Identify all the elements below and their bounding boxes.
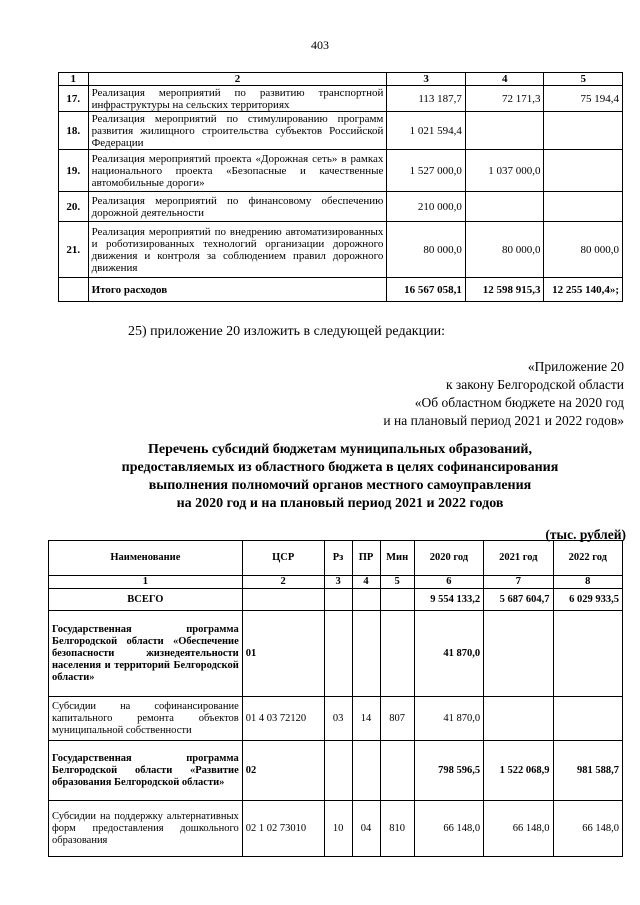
pr-cell: 04 — [352, 801, 380, 857]
value-cell: 66 148,0 — [414, 801, 483, 857]
pr-cell — [352, 611, 380, 697]
subsidies-table — [48, 540, 623, 857]
row-name: Государственная программа Белгородской области «Развитие образования Белгородской области» — [49, 741, 243, 801]
min-cell: 807 — [380, 697, 414, 741]
header-cell: 2 — [88, 73, 387, 86]
table-row — [59, 222, 623, 278]
pr-cell — [352, 741, 380, 801]
header-cell: ЦСР — [242, 541, 324, 576]
value-cell: 6 029 933,5 — [553, 589, 622, 611]
header-cell: Наименование — [49, 541, 243, 576]
value-cell: 66 148,0 — [484, 801, 553, 857]
csr-cell: 02 — [242, 741, 324, 801]
column-number-row — [49, 576, 623, 589]
value-cell: 981 588,7 — [553, 741, 622, 801]
value-cell — [553, 697, 622, 741]
rz-cell: 10 — [324, 801, 352, 857]
total-value: 16 567 058,1 — [387, 278, 466, 302]
column-number: 7 — [484, 576, 553, 589]
csr-cell: 02 1 02 73010 — [242, 801, 324, 857]
page-number: 403 — [311, 38, 329, 52]
column-number: 1 — [49, 576, 243, 589]
row-name: Субсидии на поддержку альтернативных форм предоставления дошкольного образования — [49, 801, 243, 857]
min-cell: 810 — [380, 801, 414, 857]
title-line: выполнения полномочий органов местного самоуправления — [148, 478, 532, 493]
rz-cell: 03 — [324, 697, 352, 741]
min-cell — [380, 589, 414, 611]
rz-cell — [324, 611, 352, 697]
row-name: ВСЕГО — [49, 589, 243, 611]
value-cell — [544, 192, 623, 222]
value-cell: 5 687 604,7 — [484, 589, 553, 611]
appendix-header — [304, 358, 624, 430]
row-name: Реализация мероприятий по внедрению автоматизированных и роботизированных технологий организации дорожного движения и контроля за соблюдением правил дорожного движения — [88, 222, 387, 278]
row-name: Реализация мероприятий по развитию транспортной инфраструктуры на сельских территориях — [88, 86, 387, 112]
value-cell: 66 148,0 — [553, 801, 622, 857]
pr-cell: 14 — [352, 697, 380, 741]
total-row — [59, 278, 623, 302]
header-cell: 2022 год — [553, 541, 622, 576]
value-cell: 9 554 133,2 — [414, 589, 483, 611]
header-cell: 3 — [387, 73, 466, 86]
value-cell — [553, 611, 622, 697]
table-row — [49, 589, 623, 611]
header-cell: Мин — [380, 541, 414, 576]
row-name: Государственная программа Белгородской области «Обеспечение безопасности жизнедеятельности населения и территорий Белгородской области» — [49, 611, 243, 697]
header-cell: 1 — [59, 73, 89, 86]
value-cell: 798 596,5 — [414, 741, 483, 801]
value-cell: 80 000,0 — [544, 222, 623, 278]
row-number: 21. — [59, 222, 89, 278]
title-line: Перечень субсидий бюджетам муниципальных образований, — [148, 442, 532, 457]
value-cell: 80 000,0 — [465, 222, 544, 278]
value-cell — [484, 611, 553, 697]
min-cell — [380, 611, 414, 697]
csr-cell: 01 — [242, 611, 324, 697]
header-cell: 5 — [544, 73, 623, 86]
table-header-row — [59, 73, 623, 86]
row-name: Реализация мероприятий по стимулированию программ развития жилищного строительства субъектов Российской Федерации — [88, 112, 387, 150]
appendix-line: «Приложение 20 — [527, 359, 624, 374]
pr-cell — [352, 589, 380, 611]
value-cell: 210 000,0 — [387, 192, 466, 222]
value-cell: 1 037 000,0 — [465, 150, 544, 192]
table-header-row — [49, 541, 623, 576]
row-number: 20. — [59, 192, 89, 222]
value-cell: 80 000,0 — [387, 222, 466, 278]
value-cell: 41 870,0 — [414, 611, 483, 697]
row-number: 19. — [59, 150, 89, 192]
header-cell: 2020 год — [414, 541, 483, 576]
value-cell: 41 870,0 — [414, 697, 483, 741]
row-name: Реализация мероприятий по финансовому обеспечению дорожной деятельности — [88, 192, 387, 222]
header-cell: 2021 год — [484, 541, 553, 576]
csr-cell: 01 4 03 72120 — [242, 697, 324, 741]
value-cell: 113 187,7 — [387, 86, 466, 112]
value-cell — [544, 150, 623, 192]
value-cell — [465, 112, 544, 150]
table-row — [49, 801, 623, 857]
value-cell — [484, 697, 553, 741]
amendment-paragraph: 25) приложение 20 изложить в следующей редакции: — [128, 324, 445, 339]
table-row — [59, 150, 623, 192]
value-cell: 1 522 068,9 — [484, 741, 553, 801]
row-name: Реализация мероприятий проекта «Дорожная сеть» в рамках национального проекта «Безопасные и качественные автомобильные дороги» — [88, 150, 387, 192]
row-number — [59, 278, 89, 302]
value-cell: 1 021 594,4 — [387, 112, 466, 150]
total-value: 12 598 915,3 — [465, 278, 544, 302]
table-row — [49, 741, 623, 801]
column-number: 4 — [352, 576, 380, 589]
column-number: 6 — [414, 576, 483, 589]
table-row — [49, 697, 623, 741]
csr-cell — [242, 589, 324, 611]
value-cell — [544, 112, 623, 150]
row-number: 18. — [59, 112, 89, 150]
appendix-line: к закону Белгородской области — [446, 377, 624, 392]
title-line: на 2020 год и на плановый период 2021 и 2022 годов — [176, 496, 504, 511]
table-row — [59, 86, 623, 112]
rz-cell — [324, 741, 352, 801]
units-label: (тыс. рублей) — [545, 527, 626, 542]
header-cell: 4 — [465, 73, 544, 86]
expenses-table — [58, 72, 623, 302]
row-name: Субсидии на софинансирование капитального ремонта объектов муниципальной собственности — [49, 697, 243, 741]
header-cell: Рз — [324, 541, 352, 576]
table-row — [49, 611, 623, 697]
min-cell — [380, 741, 414, 801]
column-number: 2 — [242, 576, 324, 589]
rz-cell — [324, 589, 352, 611]
total-label: Итого расходов — [88, 278, 387, 302]
row-number: 17. — [59, 86, 89, 112]
document-title — [60, 441, 620, 513]
value-cell — [465, 192, 544, 222]
column-number: 3 — [324, 576, 352, 589]
table-row — [59, 192, 623, 222]
value-cell: 75 194,4 — [544, 86, 623, 112]
value-cell: 1 527 000,0 — [387, 150, 466, 192]
appendix-line: «Об областном бюджете на 2020 год — [414, 395, 624, 410]
value-cell: 72 171,3 — [465, 86, 544, 112]
title-line: предоставляемых из областного бюджета в целях софинансирования — [121, 460, 559, 475]
appendix-line: и на плановый период 2021 и 2022 годов» — [383, 413, 624, 428]
table-row — [59, 112, 623, 150]
total-value: 12 255 140,4»; — [544, 278, 623, 302]
header-cell: ПР — [352, 541, 380, 576]
column-number: 5 — [380, 576, 414, 589]
column-number: 8 — [553, 576, 622, 589]
